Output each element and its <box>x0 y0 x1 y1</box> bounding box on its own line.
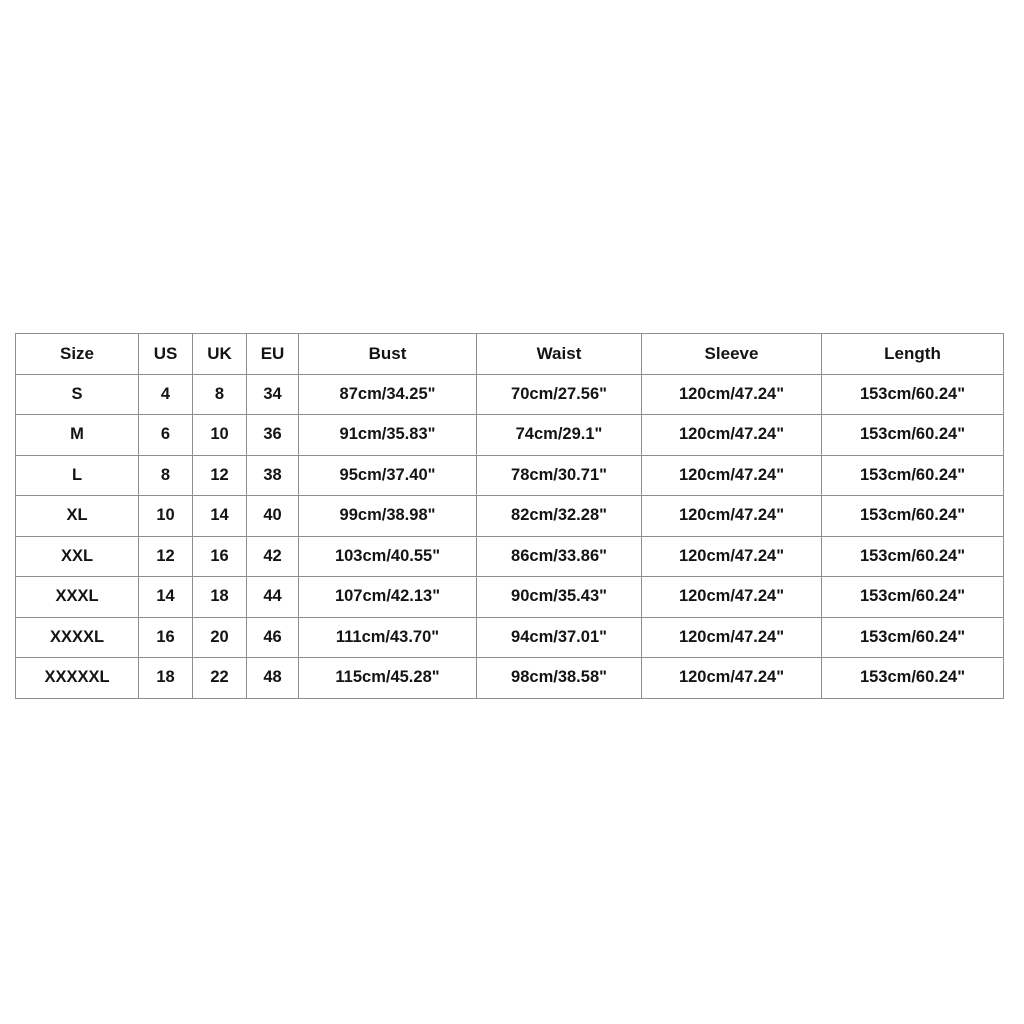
table-row <box>16 415 1004 456</box>
cell-sleeve: 120cm/47.24" <box>642 415 822 456</box>
cell-waist: 90cm/35.43" <box>477 577 642 618</box>
cell-eu: 42 <box>247 536 299 577</box>
header-size: Size <box>16 334 139 375</box>
cell-uk: 8 <box>193 374 247 415</box>
header-waist: Waist <box>477 334 642 375</box>
cell-eu: 46 <box>247 617 299 658</box>
cell-bust: 111cm/43.70" <box>299 617 477 658</box>
cell-size: XXXL <box>16 577 139 618</box>
table-row <box>16 536 1004 577</box>
table-row <box>16 496 1004 537</box>
header-sleeve: Sleeve <box>642 334 822 375</box>
cell-uk: 12 <box>193 455 247 496</box>
cell-us: 16 <box>139 617 193 658</box>
cell-size: XXXXL <box>16 617 139 658</box>
cell-size: XXL <box>16 536 139 577</box>
cell-length: 153cm/60.24" <box>822 658 1004 699</box>
cell-size: S <box>16 374 139 415</box>
cell-sleeve: 120cm/47.24" <box>642 617 822 658</box>
cell-sleeve: 120cm/47.24" <box>642 496 822 537</box>
header-bust: Bust <box>299 334 477 375</box>
header-uk: UK <box>193 334 247 375</box>
cell-waist: 98cm/38.58" <box>477 658 642 699</box>
table-row <box>16 658 1004 699</box>
cell-sleeve: 120cm/47.24" <box>642 374 822 415</box>
cell-us: 8 <box>139 455 193 496</box>
cell-bust: 87cm/34.25" <box>299 374 477 415</box>
cell-eu: 34 <box>247 374 299 415</box>
cell-waist: 78cm/30.71" <box>477 455 642 496</box>
cell-uk: 18 <box>193 577 247 618</box>
cell-size: XL <box>16 496 139 537</box>
cell-eu: 40 <box>247 496 299 537</box>
cell-sleeve: 120cm/47.24" <box>642 577 822 618</box>
table-row <box>16 374 1004 415</box>
cell-sleeve: 120cm/47.24" <box>642 658 822 699</box>
cell-bust: 91cm/35.83" <box>299 415 477 456</box>
cell-eu: 44 <box>247 577 299 618</box>
cell-sleeve: 120cm/47.24" <box>642 536 822 577</box>
cell-bust: 107cm/42.13" <box>299 577 477 618</box>
cell-us: 4 <box>139 374 193 415</box>
cell-us: 10 <box>139 496 193 537</box>
cell-length: 153cm/60.24" <box>822 374 1004 415</box>
cell-bust: 99cm/38.98" <box>299 496 477 537</box>
cell-uk: 10 <box>193 415 247 456</box>
header-us: US <box>139 334 193 375</box>
cell-eu: 36 <box>247 415 299 456</box>
cell-bust: 95cm/37.40" <box>299 455 477 496</box>
cell-size: XXXXXL <box>16 658 139 699</box>
cell-length: 153cm/60.24" <box>822 415 1004 456</box>
cell-eu: 38 <box>247 455 299 496</box>
cell-length: 153cm/60.24" <box>822 617 1004 658</box>
cell-bust: 103cm/40.55" <box>299 536 477 577</box>
table-row <box>16 617 1004 658</box>
cell-waist: 94cm/37.01" <box>477 617 642 658</box>
cell-length: 153cm/60.24" <box>822 577 1004 618</box>
cell-length: 153cm/60.24" <box>822 496 1004 537</box>
cell-waist: 70cm/27.56" <box>477 374 642 415</box>
cell-waist: 74cm/29.1" <box>477 415 642 456</box>
cell-length: 153cm/60.24" <box>822 536 1004 577</box>
cell-uk: 16 <box>193 536 247 577</box>
header-eu: EU <box>247 334 299 375</box>
size-chart-table <box>15 333 1004 699</box>
header-length: Length <box>822 334 1004 375</box>
cell-uk: 14 <box>193 496 247 537</box>
cell-bust: 115cm/45.28" <box>299 658 477 699</box>
cell-sleeve: 120cm/47.24" <box>642 455 822 496</box>
cell-size: L <box>16 455 139 496</box>
table-header-row <box>16 334 1004 375</box>
cell-us: 6 <box>139 415 193 456</box>
cell-waist: 86cm/33.86" <box>477 536 642 577</box>
table-row <box>16 455 1004 496</box>
cell-us: 12 <box>139 536 193 577</box>
cell-size: M <box>16 415 139 456</box>
cell-uk: 20 <box>193 617 247 658</box>
cell-length: 153cm/60.24" <box>822 455 1004 496</box>
cell-us: 14 <box>139 577 193 618</box>
cell-us: 18 <box>139 658 193 699</box>
cell-uk: 22 <box>193 658 247 699</box>
cell-eu: 48 <box>247 658 299 699</box>
table-row <box>16 577 1004 618</box>
cell-waist: 82cm/32.28" <box>477 496 642 537</box>
